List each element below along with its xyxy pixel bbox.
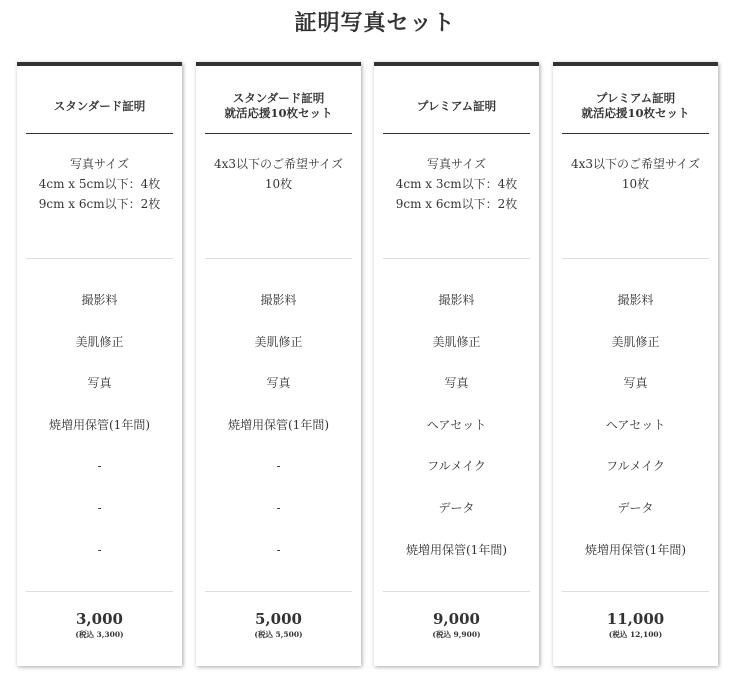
plan-price: 9,000 xyxy=(433,610,480,628)
feature-item: - xyxy=(97,542,102,557)
divider xyxy=(383,591,530,592)
divider xyxy=(383,133,530,134)
plan-card-premium-10set xyxy=(553,62,718,666)
plan-card-standard xyxy=(17,62,182,666)
feature-item: データ xyxy=(617,500,654,515)
feature-item: 美肌修正 xyxy=(75,334,124,349)
divider xyxy=(383,258,530,259)
plan-tax-price: (税込 9,900) xyxy=(432,630,481,639)
feature-item: 写真 xyxy=(444,376,469,391)
divider xyxy=(205,258,352,259)
plan-size-line: 4x3以下のご希望サイズ xyxy=(570,157,701,171)
feature-item: 美肌修正 xyxy=(611,334,660,349)
feature-item: 美肌修正 xyxy=(254,334,303,349)
plan-size-info xyxy=(374,154,539,214)
divider xyxy=(562,133,709,134)
feature-item: 焼増用保管(1年間) xyxy=(49,417,150,432)
plan-size-info xyxy=(553,154,718,194)
feature-item: フルメイク xyxy=(606,459,665,474)
plan-card-premium xyxy=(374,62,539,666)
plan-size-line: 9cm x 6cm以下：2枚 xyxy=(38,197,161,211)
plan-size-line: 4cm x 3cm以下：4枚 xyxy=(395,177,518,191)
plan-tax-price: (税込 12,100) xyxy=(608,630,663,639)
plan-name xyxy=(196,80,361,132)
plan-size-line: 9cm x 6cm以下：2枚 xyxy=(395,197,518,211)
plan-name xyxy=(17,80,182,132)
plan-size-info xyxy=(196,154,361,194)
plan-price: 11,000 xyxy=(606,610,665,628)
plan-name-line: スタンダード証明 xyxy=(53,98,146,113)
plan-size-line: 4cm x 5cm以下：4枚 xyxy=(38,177,161,191)
feature-list xyxy=(196,290,361,581)
divider xyxy=(26,591,173,592)
plan-name-line: 就活応援10枚セット xyxy=(224,106,333,120)
feature-item: 焼増用保管(1年間) xyxy=(585,542,686,557)
feature-item: 写真 xyxy=(623,376,648,391)
feature-item: - xyxy=(276,542,281,557)
divider xyxy=(205,591,352,592)
plan-name xyxy=(374,80,539,132)
feature-item: - xyxy=(276,459,281,474)
plan-name-line: スタンダード証明 xyxy=(232,91,325,105)
page-title: 証明写真セット xyxy=(294,10,456,36)
feature-item: ヘアセット xyxy=(426,417,487,432)
feature-item: ヘアセット xyxy=(605,417,666,432)
feature-item: 撮影料 xyxy=(81,293,118,307)
feature-list xyxy=(17,290,182,581)
feature-item: 焼増用保管(1年間) xyxy=(228,417,329,432)
feature-item: 美肌修正 xyxy=(432,334,481,349)
feature-item: - xyxy=(97,500,102,515)
plan-list xyxy=(17,62,737,666)
feature-list xyxy=(374,290,539,581)
plan-name-line: プレミアム証明 xyxy=(416,98,497,113)
divider xyxy=(26,258,173,259)
feature-item: 撮影料 xyxy=(617,293,654,307)
feature-item: 撮影料 xyxy=(438,293,475,307)
feature-item: - xyxy=(276,500,281,515)
plan-price: 3,000 xyxy=(76,610,123,628)
plan-price: 5,000 xyxy=(255,610,302,628)
feature-item: 写真 xyxy=(266,376,291,391)
feature-list xyxy=(553,290,718,581)
divider xyxy=(562,591,709,592)
plan-name-line: 就活応援10枚セット xyxy=(581,106,690,120)
plan-name-line: プレミアム証明 xyxy=(595,91,676,105)
plan-size-line: 10枚 xyxy=(621,177,650,191)
plan-size-line: 10枚 xyxy=(264,177,293,191)
plan-size-line: 写真サイズ xyxy=(69,157,130,171)
feature-item: 写真 xyxy=(87,376,112,391)
plan-card-standard-10set xyxy=(196,62,361,666)
divider xyxy=(562,258,709,259)
feature-item: フルメイク xyxy=(427,459,486,474)
plan-size-line: 写真サイズ xyxy=(426,157,487,171)
feature-item: 焼増用保管(1年間) xyxy=(406,542,507,557)
feature-item: 撮影料 xyxy=(260,293,297,307)
plan-tax-price: (税込 3,300) xyxy=(75,630,124,639)
plan-name xyxy=(553,80,718,132)
plan-tax-price: (税込 5,500) xyxy=(254,630,303,639)
plan-size-line: 4x3以下のご希望サイズ xyxy=(213,157,344,171)
divider xyxy=(26,133,173,134)
feature-item: - xyxy=(97,459,102,474)
divider xyxy=(205,133,352,134)
feature-item: データ xyxy=(438,500,475,515)
plan-size-info xyxy=(17,154,182,214)
